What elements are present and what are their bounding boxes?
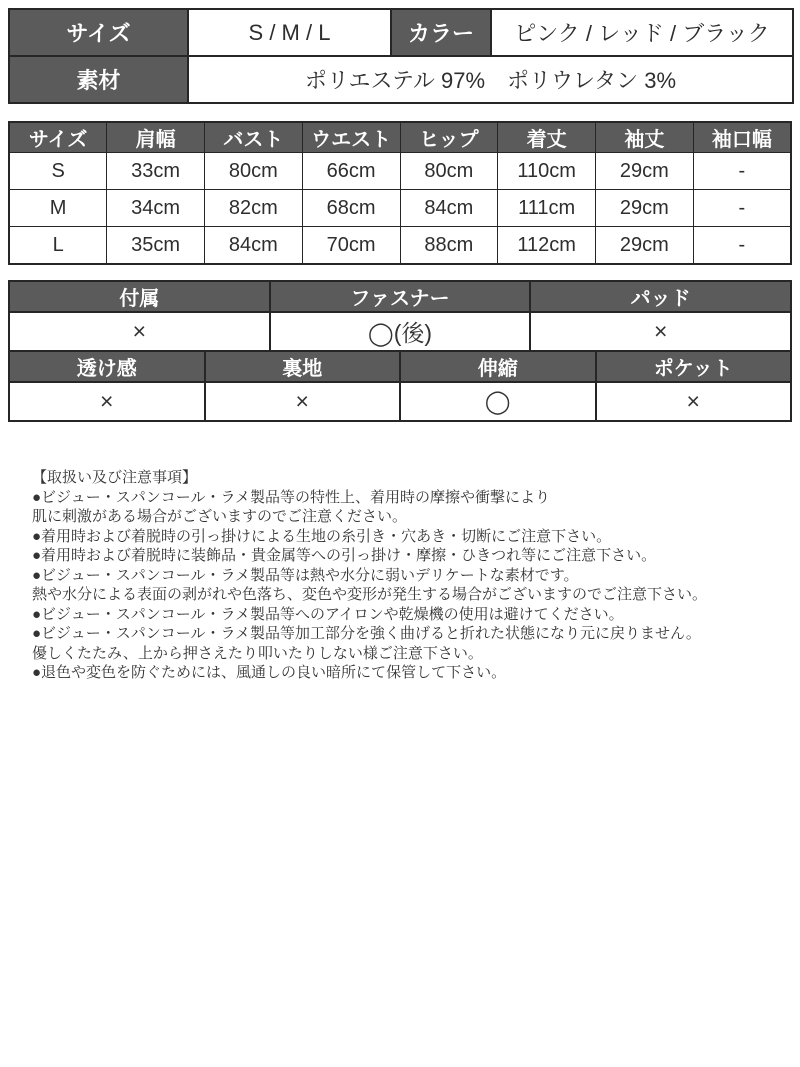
- column-header: 伸縮: [400, 351, 596, 382]
- column-header: 付属: [9, 281, 270, 312]
- cell: 84cm: [205, 227, 303, 265]
- spec-table-a: [8, 280, 792, 352]
- cell: -: [693, 227, 791, 265]
- table-row-size-m: [9, 190, 791, 227]
- column-header: バスト: [205, 122, 303, 153]
- cell: 66cm: [302, 153, 400, 190]
- table-row-size-s: [9, 153, 791, 190]
- cell: ×: [205, 382, 401, 421]
- cell: -: [693, 190, 791, 227]
- cell: ×: [9, 312, 270, 351]
- size-chart-header-row: [9, 122, 791, 153]
- cell: 111cm: [498, 190, 596, 227]
- cell: 35cm: [107, 227, 205, 265]
- care-note-line: 熱や水分による表面の剥がれや色落ち、変色や変形が発生する場合がございますのでご注意下さい。: [32, 586, 708, 603]
- column-header: 着丈: [498, 122, 596, 153]
- care-note-line: ●ビジュー・スパンコール・ラメ製品等の特性上、着用時の摩擦や衝撃により: [32, 488, 551, 506]
- spec-b-header-row: [9, 351, 791, 382]
- care-notes: [8, 468, 792, 683]
- color-value: ピンク / レッド / ブラック: [491, 9, 793, 56]
- size-chart-table: [8, 121, 792, 265]
- cell: S: [9, 153, 107, 190]
- cell: -: [693, 153, 791, 190]
- cell: 84cm: [400, 190, 498, 227]
- cell: 68cm: [302, 190, 400, 227]
- column-header: 肩幅: [107, 122, 205, 153]
- cell: 29cm: [596, 153, 694, 190]
- care-note-line: ●ビジュー・スパンコール・ラメ製品等へのアイロンや乾燥機の使用は避けてください。: [32, 605, 624, 623]
- column-header: サイズ: [9, 122, 107, 153]
- table-row: [9, 9, 793, 56]
- column-header: ファスナー: [270, 281, 531, 312]
- cell: 70cm: [302, 227, 400, 265]
- care-note-line: ●着用時および着脱時の引っ掛けによる生地の糸引き・穴あき・切断にご注意下さい。: [32, 527, 612, 545]
- cell: ◯(後): [270, 312, 531, 351]
- column-header: ポケット: [596, 351, 792, 382]
- cell: 82cm: [205, 190, 303, 227]
- column-header: 裏地: [205, 351, 401, 382]
- cell: 112cm: [498, 227, 596, 265]
- column-header: ウエスト: [302, 122, 400, 153]
- care-note-line: ●ビジュー・スパンコール・ラメ製品等は熱や水分に弱いデリケートな素材です。: [32, 566, 579, 584]
- cell: 33cm: [107, 153, 205, 190]
- care-note-line: 肌に刺激がある場合がございますのでご注意ください。: [32, 508, 408, 525]
- care-note-line: ●退色や変色を防ぐためには、風通しの良い暗所にて保管して下さい。: [32, 664, 507, 681]
- care-notes-title: 【取扱い及び注意事項】: [32, 469, 198, 486]
- material-value: ポリエステル 97% ポリウレタン 3%: [188, 56, 793, 103]
- cell: L: [9, 227, 107, 265]
- column-header: 袖口幅: [693, 122, 791, 153]
- info-table: [8, 8, 794, 104]
- column-header: 袖丈: [596, 122, 694, 153]
- spec-table-b: [8, 350, 792, 422]
- cell: 80cm: [205, 153, 303, 190]
- cell: 34cm: [107, 190, 205, 227]
- cell: 88cm: [400, 227, 498, 265]
- size-value: S / M / L: [188, 9, 391, 56]
- cell: M: [9, 190, 107, 227]
- size-label: サイズ: [9, 9, 188, 56]
- spec-a-header-row: [9, 281, 791, 312]
- table-row-size-l: [9, 227, 791, 265]
- column-header: ヒップ: [400, 122, 498, 153]
- care-note-line: ●着用時および着脱時に装飾品・貴金属等への引っ掛け・摩擦・ひきつれ等にご注意下さい。: [32, 547, 657, 564]
- cell: 29cm: [596, 227, 694, 265]
- table-row: [9, 56, 793, 103]
- care-note-line: 優しくたたみ、上から押さえたり叩いたりしない様ご注意下さい。: [32, 644, 483, 662]
- column-header: パッド: [530, 281, 791, 312]
- cell: ◯: [400, 382, 596, 421]
- spec-a-value-row: [9, 312, 791, 351]
- care-note-line: ●ビジュー・スパンコール・ラメ製品等加工部分を強く曲げると折れた状態になり元に戻りません。: [32, 625, 701, 642]
- cell: 110cm: [498, 153, 596, 190]
- column-header: 透け感: [9, 351, 205, 382]
- spec-b-value-row: [9, 382, 791, 421]
- cell: ×: [530, 312, 791, 351]
- cell: 29cm: [596, 190, 694, 227]
- cell: ×: [9, 382, 205, 421]
- color-label: カラー: [391, 9, 491, 56]
- cell: ×: [596, 382, 792, 421]
- cell: 80cm: [400, 153, 498, 190]
- material-label: 素材: [9, 56, 188, 103]
